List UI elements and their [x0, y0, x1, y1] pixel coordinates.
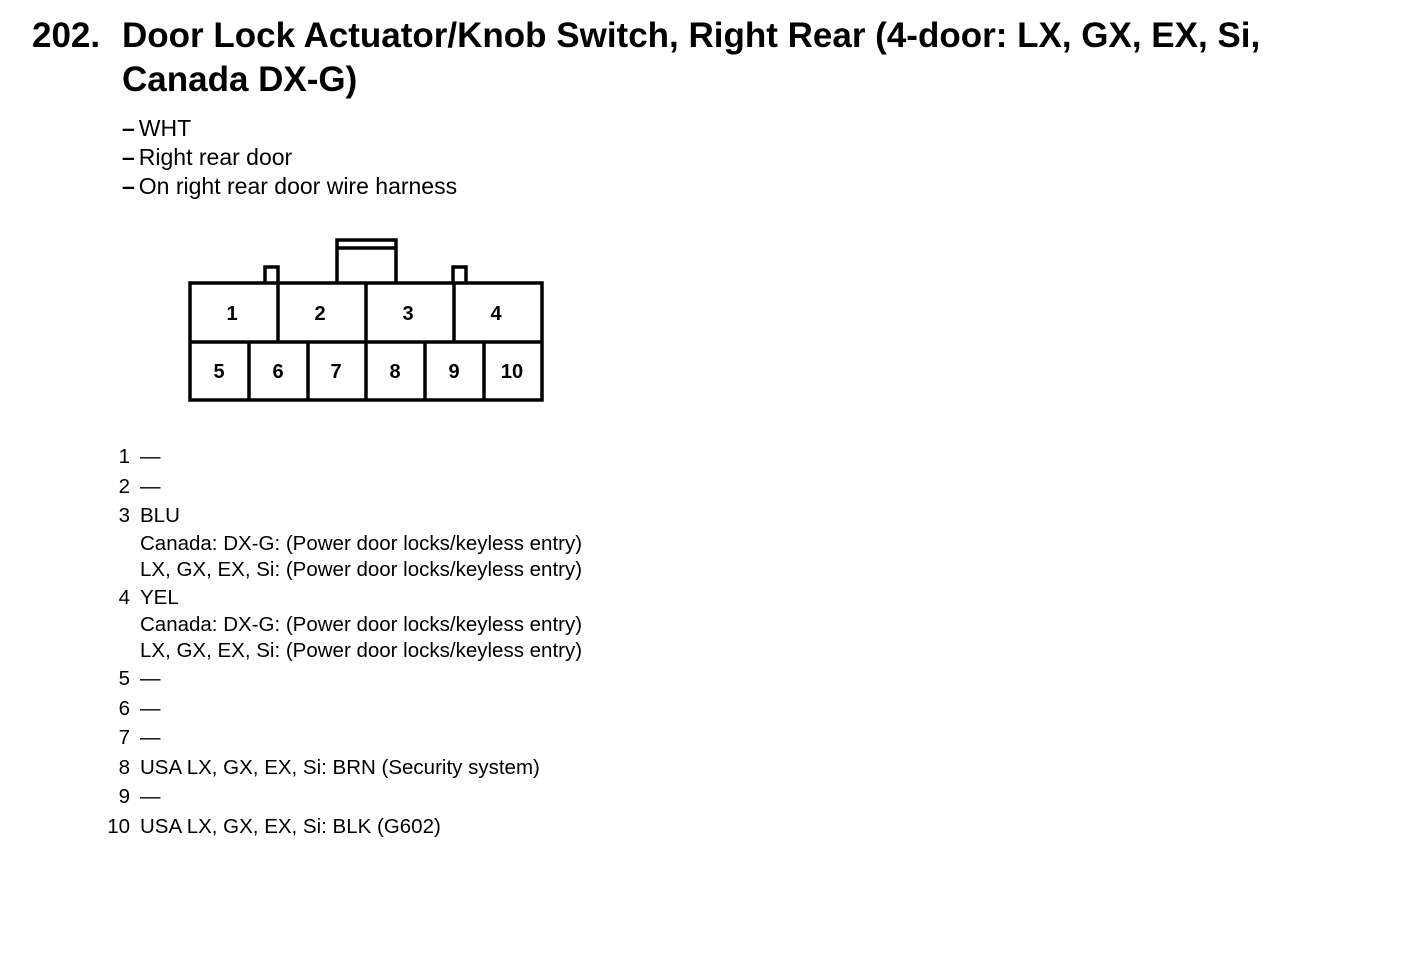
bullet-text: Right rear door [138, 144, 293, 170]
pin-wire: YEL [140, 585, 179, 609]
cavity-label-2: 2 [314, 303, 326, 325]
pin-number: 10 [107, 814, 130, 838]
cavity-label-5: 5 [213, 361, 225, 383]
pin-number: 6 [118, 696, 130, 720]
pin-number: 3 [118, 504, 130, 527]
connector-diagram [180, 230, 560, 410]
pin-row-1 [100, 442, 582, 472]
section-number: 202. [32, 16, 101, 55]
pin-row-2 [100, 472, 582, 502]
bullet-dash: – [122, 115, 135, 141]
connector-color [122, 114, 457, 143]
pin-row-4 [100, 583, 582, 665]
pin-wire: — [140, 445, 161, 468]
pin-wire: — [140, 785, 161, 808]
cavity-label-3: 3 [402, 303, 414, 325]
connector-harness [122, 172, 457, 201]
pin-wire: — [140, 474, 161, 498]
pin-detail: Canada: DX-G: (Power door locks/keyless entry) [140, 613, 583, 636]
pin-detail: Canada: DX-G: (Power door locks/keyless entry) [140, 531, 583, 555]
title-line-2: Canada DX-G) [122, 60, 358, 99]
title-line-1: Door Lock Actuator/Knob Switch, Right Rear (4-door: LX, GX, EX, Si, [122, 16, 1261, 55]
bullet-text: On right rear door wire harness [138, 173, 458, 199]
cavity-label-6: 6 [272, 361, 284, 383]
connector-location [122, 143, 457, 172]
pin-number: 1 [118, 445, 130, 468]
cavity-label-4: 4 [490, 303, 502, 325]
pin-row-10 [100, 812, 582, 842]
connector-tab-left [265, 267, 278, 283]
pin-wire: BLU [140, 504, 180, 527]
bullet-dash: – [122, 144, 135, 170]
cavity-label-7: 7 [330, 361, 342, 383]
connector-tab-right [453, 267, 466, 283]
pin-wire: — [140, 726, 161, 749]
pin-wire: — [140, 696, 161, 720]
pin-number: 8 [118, 755, 130, 779]
pin-number: 7 [118, 726, 130, 749]
pin-number: 2 [118, 474, 130, 498]
cavity-label-8: 8 [389, 361, 401, 383]
pin-number: 4 [118, 585, 130, 609]
page-title [122, 14, 1402, 102]
pin-wire: USA LX, GX, EX, Si: BRN (Security system) [140, 755, 540, 779]
pin-list [100, 442, 582, 841]
pin-number: 9 [118, 785, 130, 808]
pin-wire: — [140, 667, 161, 690]
pin-row-3 [100, 501, 582, 583]
pin-row-6 [100, 694, 582, 724]
pin-detail: LX, GX, EX, Si: (Power door locks/keyless entry) [140, 639, 583, 662]
connector-info-list [122, 114, 457, 201]
bullet-dash: – [122, 173, 135, 199]
pin-row-8 [100, 753, 582, 783]
cavity-label-9: 9 [448, 361, 460, 383]
bullet-text: WHT [138, 115, 192, 141]
pin-row-9 [100, 782, 582, 812]
cavity-label-10: 10 [500, 361, 524, 383]
pin-row-5 [100, 664, 582, 694]
pin-number: 5 [118, 667, 130, 690]
pin-detail: LX, GX, EX, Si: (Power door locks/keyless entry) [140, 557, 583, 581]
cavity-label-1: 1 [226, 303, 238, 325]
pin-wire: USA LX, GX, EX, Si: BLK (G602) [140, 814, 441, 838]
pin-row-7 [100, 723, 582, 753]
